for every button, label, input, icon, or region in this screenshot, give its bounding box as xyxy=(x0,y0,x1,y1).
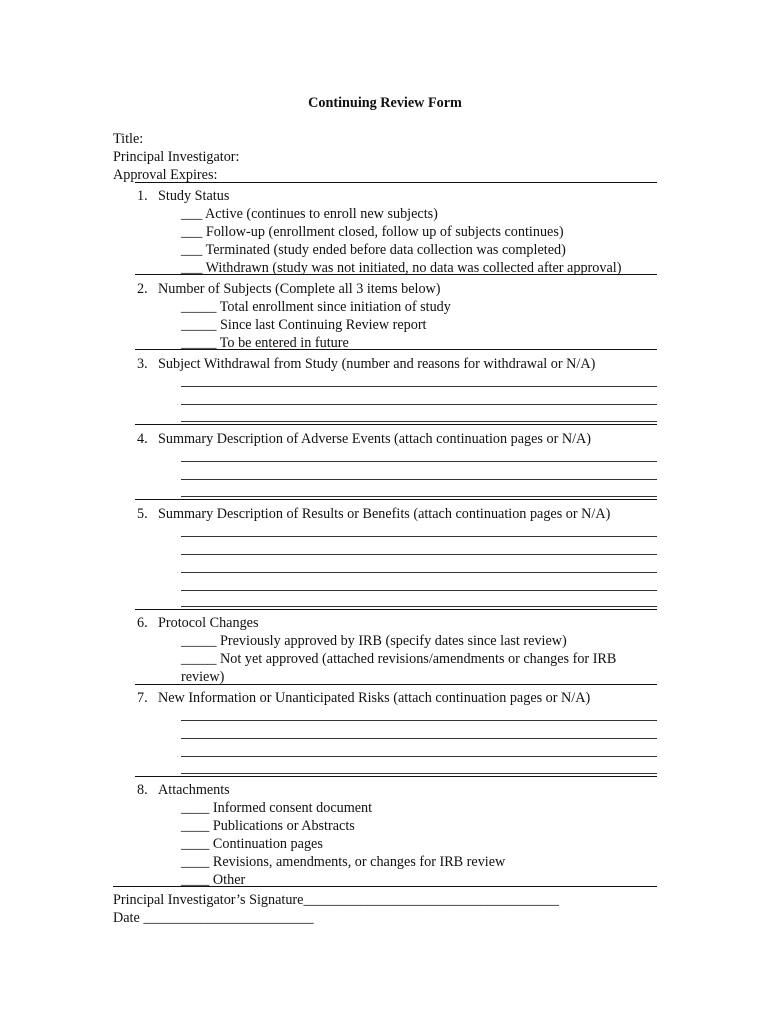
study-status-terminated-option[interactable]: ___ Terminated (study ended before data collection was completed) xyxy=(181,242,566,258)
write-in-line[interactable] xyxy=(181,554,657,555)
write-in-line[interactable] xyxy=(181,738,657,739)
section-3-number: 3. xyxy=(137,356,148,372)
section-divider xyxy=(135,776,657,777)
write-in-line[interactable] xyxy=(181,572,657,573)
previously-approved-field[interactable]: _____ Previously approved by IRB (specify dates since last review) xyxy=(181,633,567,649)
write-in-line[interactable] xyxy=(181,496,657,497)
section-1-heading: Study Status xyxy=(158,188,230,204)
write-in-line[interactable] xyxy=(181,421,657,422)
total-enrollment-field[interactable]: _____ Total enrollment since initiation of study xyxy=(181,299,451,315)
section-1-number: 1. xyxy=(137,188,148,204)
write-in-line[interactable] xyxy=(181,606,657,607)
section-5-heading: Summary Description of Results or Benefits (attach continuation pages or N/A) xyxy=(158,506,611,522)
study-status-followup-option[interactable]: ___ Follow-up (enrollment closed, follow up of subjects continues) xyxy=(181,224,564,240)
section-6-heading: Protocol Changes xyxy=(158,615,259,631)
section-7-number: 7. xyxy=(137,690,148,706)
write-in-line[interactable] xyxy=(181,756,657,757)
date-field[interactable]: Date ________________________ xyxy=(113,910,314,926)
page-title: Continuing Review Form xyxy=(308,95,462,111)
section-8-heading: Attachments xyxy=(158,782,230,798)
attachment-continuation-pages-option[interactable]: ____ Continuation pages xyxy=(181,836,323,852)
not-yet-approved-field-continued: review) xyxy=(181,669,225,685)
write-in-line[interactable] xyxy=(181,386,657,387)
section-8-number: 8. xyxy=(137,782,148,798)
section-2-heading: Number of Subjects (Complete all 3 items below) xyxy=(158,281,441,297)
write-in-line[interactable] xyxy=(181,536,657,537)
section-3-heading: Subject Withdrawal from Study (number and reasons for withdrawal or N/A) xyxy=(158,356,596,372)
attachment-informed-consent-option[interactable]: ____ Informed consent document xyxy=(181,800,373,816)
principal-investigator-label: Principal Investigator: xyxy=(113,149,240,165)
section-6-number: 6. xyxy=(137,615,148,631)
attachment-publications-option[interactable]: ____ Publications or Abstracts xyxy=(181,818,355,834)
section-divider xyxy=(135,274,657,275)
title-label: Title: xyxy=(113,131,144,147)
pi-signature-field[interactable]: Principal Investigator’s Signature____________________________________ xyxy=(113,892,559,908)
section-7-heading: New Information or Unanticipated Risks (attach continuation pages or N/A) xyxy=(158,690,591,706)
section-divider xyxy=(135,424,657,425)
approval-expires-label: Approval Expires: xyxy=(113,167,218,183)
section-divider xyxy=(135,684,657,685)
attachment-revisions-option[interactable]: ____ Revisions, amendments, or changes for IRB review xyxy=(181,854,506,870)
section-divider xyxy=(135,499,657,500)
since-last-review-field[interactable]: _____ Since last Continuing Review report xyxy=(181,317,427,333)
section-4-heading: Summary Description of Adverse Events (attach continuation pages or N/A) xyxy=(158,431,592,447)
write-in-line[interactable] xyxy=(181,404,657,405)
section-divider xyxy=(113,886,657,887)
section-divider xyxy=(135,609,657,610)
section-5-number: 5. xyxy=(137,506,148,522)
section-4-number: 4. xyxy=(137,431,148,447)
section-divider xyxy=(135,349,657,350)
attachment-other-option[interactable]: ____ Other xyxy=(181,872,246,888)
write-in-line[interactable] xyxy=(181,720,657,721)
write-in-line[interactable] xyxy=(181,773,657,774)
study-status-withdrawn-option[interactable]: ___ Withdrawn (study was not initiated, no data was collected after approval) xyxy=(181,260,622,276)
write-in-line[interactable] xyxy=(181,479,657,480)
not-yet-approved-field[interactable]: _____ Not yet approved (attached revisions/amendments or changes for IRB xyxy=(181,651,617,667)
section-2-number: 2. xyxy=(137,281,148,297)
write-in-line[interactable] xyxy=(181,590,657,591)
write-in-line[interactable] xyxy=(181,461,657,462)
study-status-active-option[interactable]: ___ Active (continues to enroll new subjects) xyxy=(181,206,438,222)
to-be-entered-field[interactable]: _____ To be entered in future xyxy=(181,335,349,351)
section-divider xyxy=(135,182,657,183)
